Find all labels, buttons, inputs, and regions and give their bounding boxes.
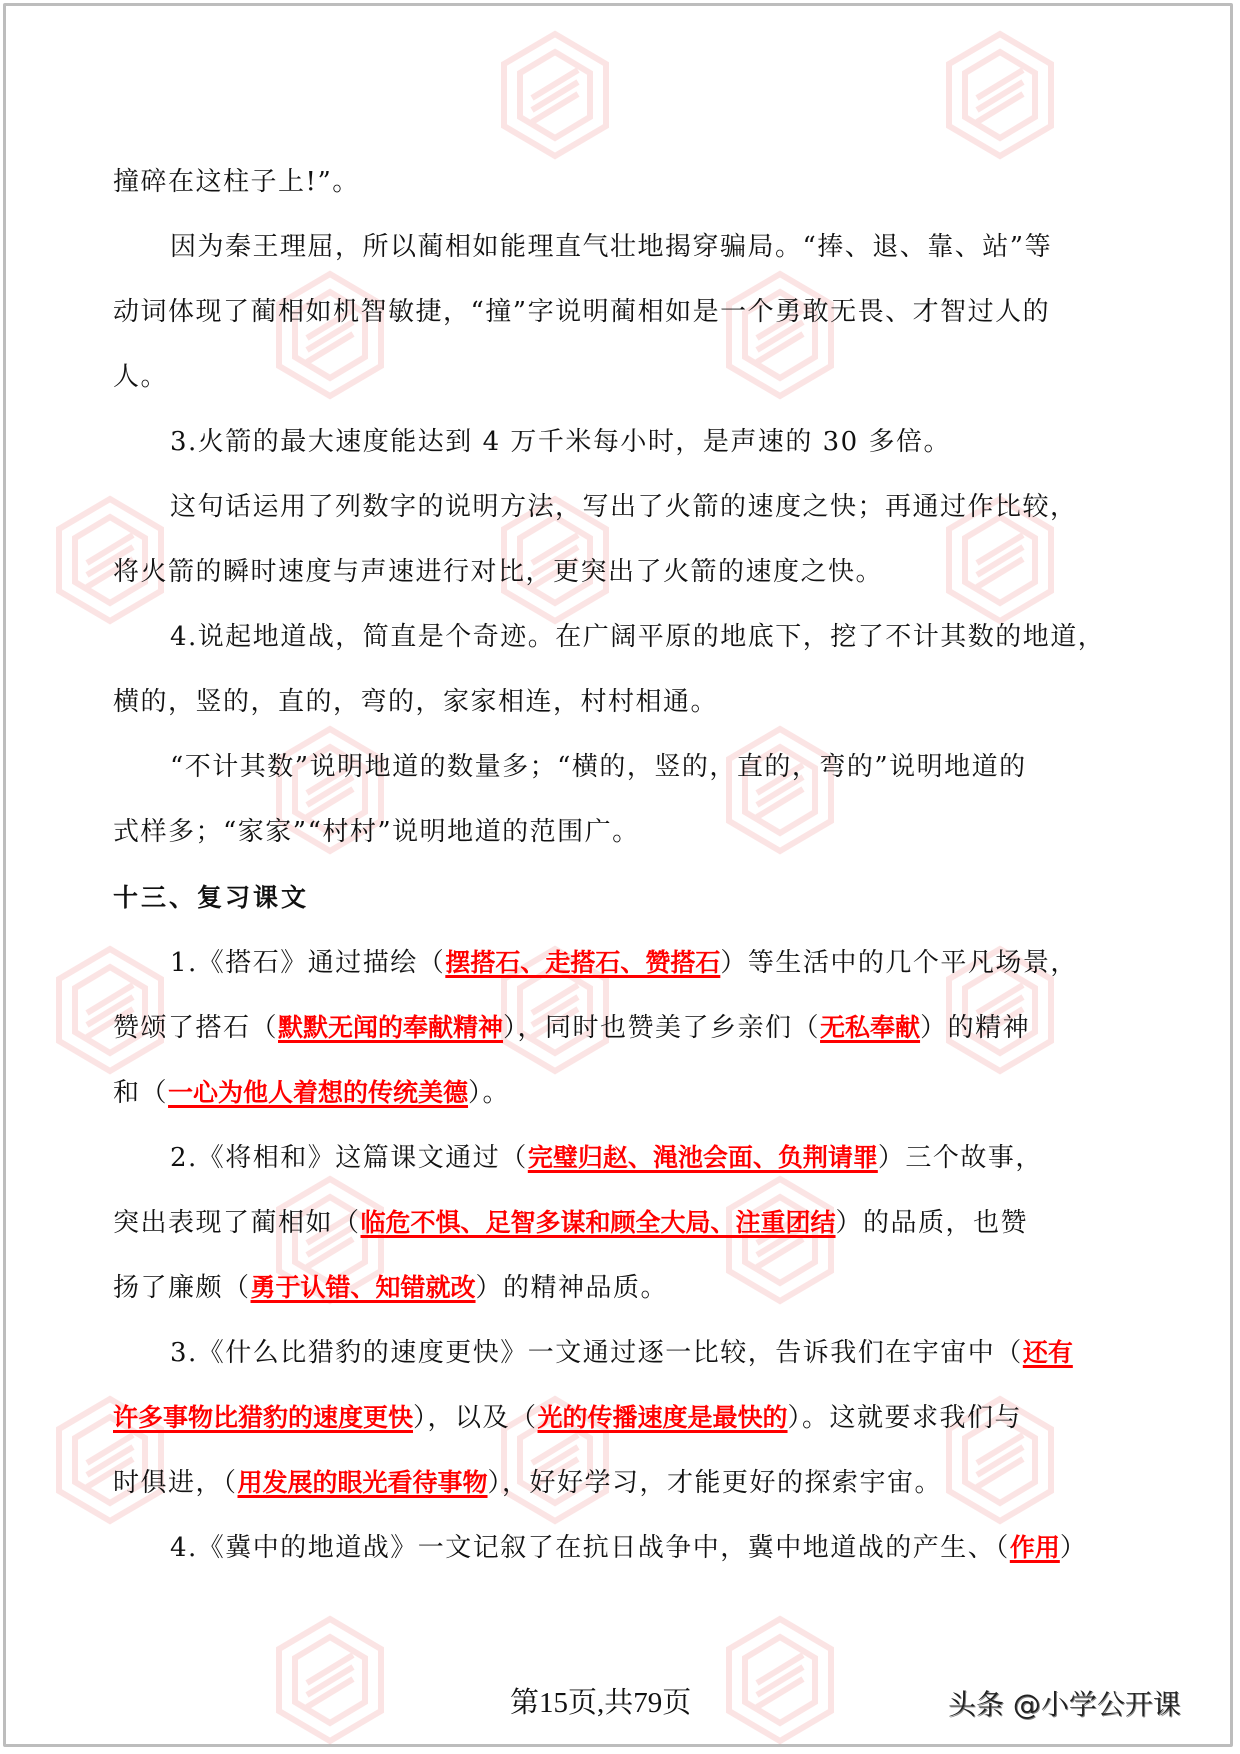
text: ）的精神品质。 xyxy=(475,1273,669,1303)
text: ），以及（ xyxy=(413,1403,538,1433)
answer-highlight: 默默无闻的奉献精神 xyxy=(278,1013,504,1042)
text: 4.《冀中的地道战》一文记叙了在抗日战争中，冀中地道战的产生、（ xyxy=(170,1533,1010,1563)
text: 和（ xyxy=(113,1078,169,1108)
text: 人。 xyxy=(113,362,169,392)
text: 式样多；“家家”“村村”说明地道的范围广。 xyxy=(113,817,640,847)
page-indicator: 第15页,共79页 xyxy=(510,1687,692,1719)
review-line xyxy=(113,1255,1130,1320)
text: ）三个故事， xyxy=(877,1143,1043,1173)
text: 突出表现了蔺相如（ xyxy=(113,1208,361,1238)
answer-highlight: 临危不惧、足智多谋和顾全大局、注重团结 xyxy=(360,1208,836,1237)
text: 因为秦王理屈，所以蔺相如能理直气壮地揭穿骗局。“捧、退、靠、站”等 xyxy=(170,232,1053,262)
text: 将火箭的瞬时速度与声速进行对比，更突出了火箭的速度之快。 xyxy=(113,557,884,587)
paragraph-line xyxy=(113,280,1130,345)
review-line xyxy=(113,1515,1130,1580)
answer-highlight: 无私奉献 xyxy=(820,1013,921,1042)
paragraph-line xyxy=(113,540,1130,605)
paragraph-line xyxy=(113,800,1130,865)
answer-highlight: 光的传播速度是最快的 xyxy=(537,1403,788,1432)
review-line xyxy=(113,930,1130,995)
text: 动词体现了蔺相如机智敏捷，“撞”字说明蔺相如是一个勇敢无畏、才智过人的 xyxy=(113,297,1051,327)
section-heading: 十三、复习课文 xyxy=(113,883,310,912)
text: 横的，竖的，直的，弯的，家家相连，村村相通。 xyxy=(113,687,719,717)
text: 2.《将相和》这篇课文通过（ xyxy=(170,1143,528,1173)
text: 3.《什么比猎豹的速度更快》一文通过逐一比较，告诉我们在宇宙中（ xyxy=(170,1338,1023,1368)
paragraph-line xyxy=(113,670,1130,735)
paragraph-line xyxy=(113,735,1130,800)
text: ）。这就要求我们与 xyxy=(787,1403,1023,1433)
text: ）的精神 xyxy=(920,1013,1031,1043)
paragraph-line xyxy=(113,215,1130,280)
paragraph-line xyxy=(113,410,1130,475)
document-body xyxy=(113,150,1130,1580)
paragraph-line xyxy=(113,345,1130,410)
text: 3.火箭的最大速度能达到 4 万千米每小时，是声速的 30 多倍。 xyxy=(170,427,951,457)
text: 赞颂了搭石（ xyxy=(113,1013,279,1043)
text: ），同时也赞美了乡亲们（ xyxy=(503,1013,821,1043)
review-line xyxy=(113,1450,1130,1515)
text: 撞碎在这柱子上!”。 xyxy=(113,167,360,197)
review-line xyxy=(113,1320,1130,1385)
text: 1.《搭石》通过描绘（ xyxy=(170,948,446,978)
text: ）。 xyxy=(468,1078,511,1108)
answer-highlight: 一心为他人着想的传统美德 xyxy=(168,1078,469,1107)
text: 时俱进，（ xyxy=(113,1468,238,1498)
answer-highlight: 用发展的眼光看待事物 xyxy=(237,1468,488,1497)
paragraph-line xyxy=(113,150,1130,215)
review-line xyxy=(113,1060,1130,1125)
review-line xyxy=(113,1190,1130,1255)
review-line xyxy=(113,1385,1130,1450)
text: ）等生活中的几个平凡场景， xyxy=(720,948,1078,978)
text: 4.说起地道战，简直是个奇迹。在广阔平原的地底下，挖了不计其数的地道， xyxy=(170,622,1106,652)
text: ）的品质，也赞 xyxy=(835,1208,1029,1238)
text: ），好好学习，才能更好的探索宇宙。 xyxy=(487,1468,943,1498)
answer-highlight: 作用 xyxy=(1009,1533,1060,1562)
review-line xyxy=(113,995,1130,1060)
text: ） xyxy=(1059,1533,1088,1563)
answer-highlight: 许多事物比猎豹的速度更快 xyxy=(113,1403,414,1432)
paragraph-line xyxy=(113,605,1130,670)
review-line xyxy=(113,1125,1130,1190)
answer-highlight: 摆搭石、走搭石、赞搭石 xyxy=(445,948,721,977)
answer-highlight: 完璧归赵、渑池会面、负荆请罪 xyxy=(527,1143,878,1172)
text: “不计其数”说明地道的数量多；“横的，竖的，直的，弯的”说明地道的 xyxy=(170,752,1027,782)
answer-highlight: 还有 xyxy=(1022,1338,1073,1367)
text: 这句话运用了列数字的说明方法，写出了火箭的速度之快；再通过作比较， xyxy=(170,492,1078,522)
answer-highlight: 勇于认错、知错就改 xyxy=(250,1273,476,1302)
paragraph-line xyxy=(113,475,1130,540)
text: 扬了廉颇（ xyxy=(113,1273,251,1303)
brand-watermark: 头条 @小学公开课 xyxy=(948,1688,1181,1721)
